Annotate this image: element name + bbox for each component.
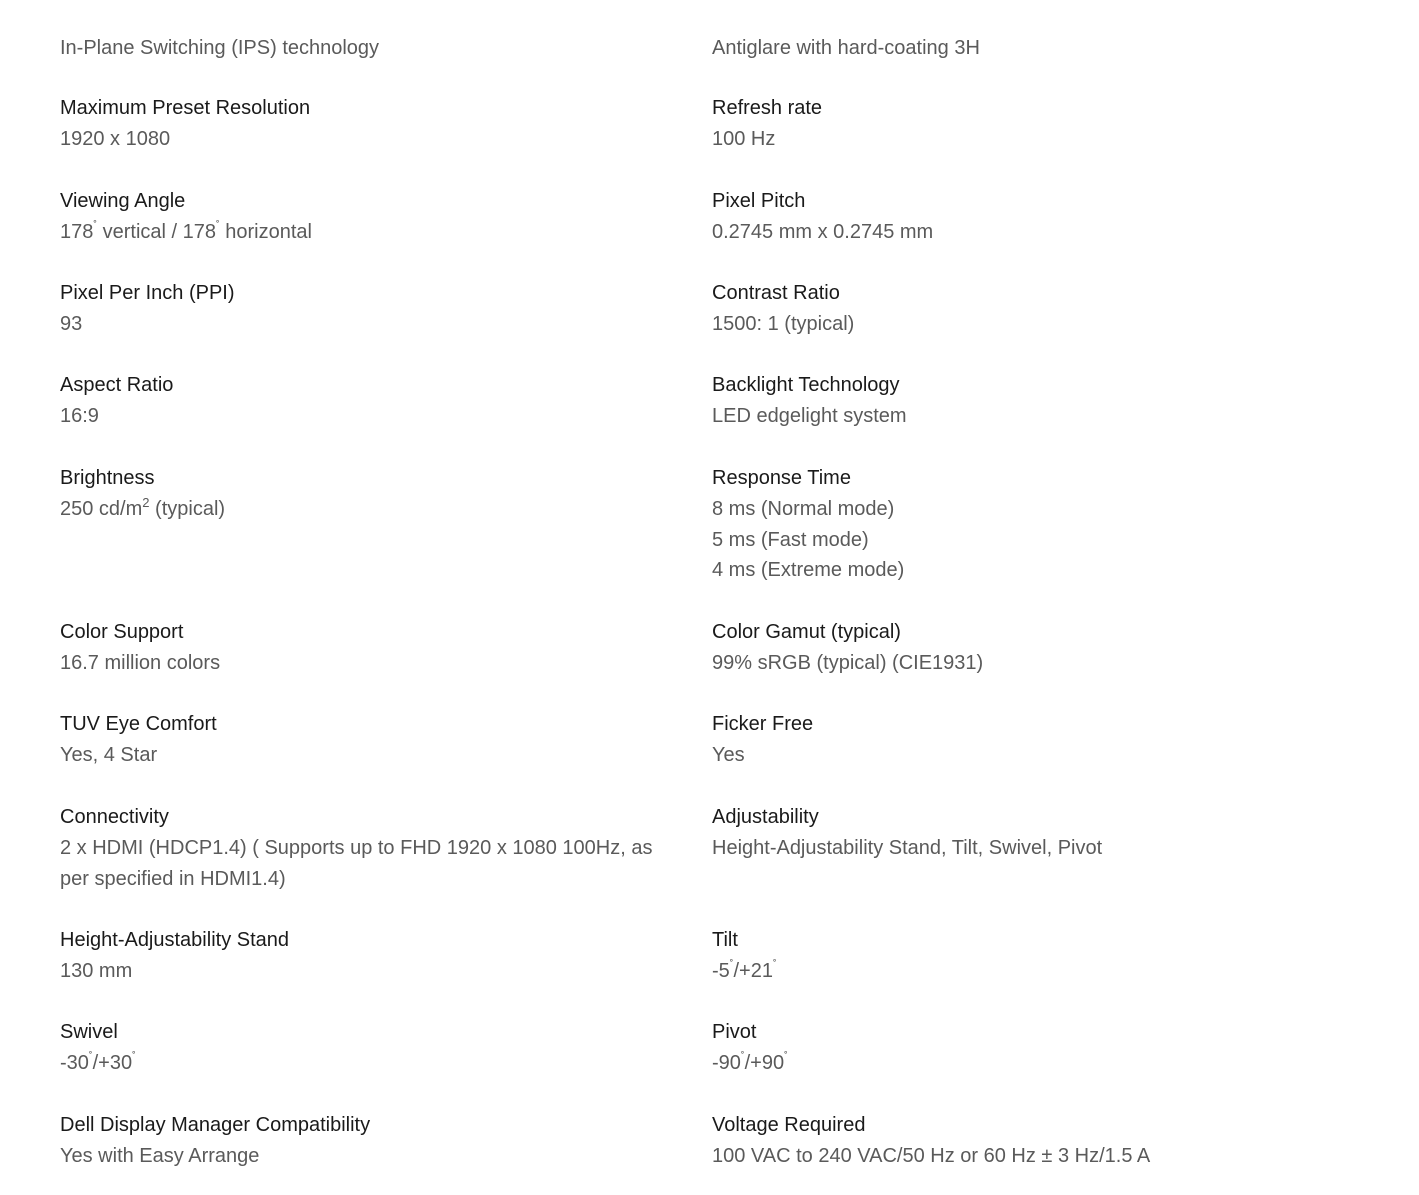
spec-label: Pivot xyxy=(712,1021,757,1043)
spec-ddm-compatibility xyxy=(60,1110,680,1172)
degree-symbol: ˚ xyxy=(88,1051,93,1063)
degree-symbol: ˚ xyxy=(216,220,220,232)
spec-value: Yes xyxy=(712,744,745,766)
spec-color-support xyxy=(60,617,680,679)
spec-label: Voltage Required xyxy=(712,1114,866,1136)
pivot-max: /+90 xyxy=(744,1052,785,1074)
brightness-value: 250 cd/m xyxy=(60,498,143,520)
swivel-max: /+30 xyxy=(92,1052,133,1074)
spec-value: 0.2745 mm x 0.2745 mm xyxy=(712,221,934,243)
spec-label: Response Time xyxy=(712,467,851,489)
spec-label: Pixel Pitch xyxy=(712,190,806,212)
spec-tuv-eye-comfort xyxy=(60,709,680,771)
spec-color-gamut xyxy=(712,617,1332,679)
angle-text: horizontal xyxy=(219,221,312,243)
spec-value: LED edgelight system xyxy=(712,405,907,427)
brightness-suffix: (typical) xyxy=(149,498,226,520)
spec-viewing-angle xyxy=(60,186,680,251)
spec-value: Yes with Easy Arrange xyxy=(60,1145,260,1167)
spec-response-time xyxy=(712,463,1332,586)
spec-label: Viewing Angle xyxy=(60,190,186,212)
spec-values xyxy=(60,740,680,771)
angle-text: vertical / 178 xyxy=(97,221,216,243)
spec-value: 93 xyxy=(60,313,83,335)
spec-values xyxy=(60,648,680,679)
spec-values xyxy=(712,124,1332,155)
spec-voltage xyxy=(712,1110,1332,1172)
spec-contrast-ratio xyxy=(712,278,1332,340)
spec-values xyxy=(712,956,1332,990)
spec-value: 99% sRGB (typical) (CIE1931) xyxy=(712,652,984,674)
tilt-min: -5 xyxy=(712,960,730,982)
spec-value xyxy=(712,956,1332,990)
spec-values xyxy=(60,33,680,64)
spec-value: 1920 x 1080 xyxy=(60,128,171,150)
spec-refresh-rate xyxy=(712,93,1332,155)
spec-label: Maximum Preset Resolution xyxy=(60,97,311,119)
spec-label: TUV Eye Comfort xyxy=(60,713,217,735)
spec-value: In-Plane Switching (IPS) technology xyxy=(60,37,380,59)
spec-values xyxy=(60,124,680,155)
spec-swivel xyxy=(60,1017,680,1082)
superscript-2: 2 xyxy=(142,495,150,510)
spec-values xyxy=(712,309,1332,340)
swivel-min: -30 xyxy=(60,1052,89,1074)
spec-value: Height-Adjustability Stand, Tilt, Swivel, Pivot xyxy=(712,837,1103,859)
spec-value: 5 ms (Fast mode) xyxy=(712,528,869,551)
spec-label: Pixel Per Inch (PPI) xyxy=(60,282,235,304)
spec-values xyxy=(712,494,1332,586)
degree-symbol: ˚ xyxy=(784,1051,788,1063)
spec-values xyxy=(60,1048,680,1082)
spec-flicker-free xyxy=(712,709,1332,771)
degree-symbol: ˚ xyxy=(740,1051,745,1063)
pivot-min: -90 xyxy=(712,1052,741,1074)
spec-label: Ficker Free xyxy=(712,713,814,735)
spec-label: Height-Adjustability Stand xyxy=(60,929,290,951)
spec-label: Color Support xyxy=(60,621,184,643)
spec-connectivity xyxy=(60,802,680,894)
spec-max-resolution xyxy=(60,93,680,155)
spec-label: Refresh rate xyxy=(712,97,823,119)
spec-values xyxy=(60,1141,680,1172)
spec-label: Connectivity xyxy=(60,806,169,828)
spec-value: 8 ms (Normal mode) xyxy=(712,498,895,520)
spec-value: 1500: 1 (typical) xyxy=(712,313,855,335)
spec-value: 130 mm xyxy=(60,960,133,982)
spec-tilt xyxy=(712,925,1332,990)
spec-height-stand xyxy=(60,925,680,987)
spec-values xyxy=(712,648,1332,679)
spec-values xyxy=(712,833,1332,864)
spec-panel-type xyxy=(60,33,680,64)
spec-value: 16.7 million colors xyxy=(60,652,221,674)
spec-values xyxy=(712,217,1332,248)
spec-values xyxy=(712,401,1332,432)
spec-backlight xyxy=(712,370,1332,432)
spec-label: Tilt xyxy=(712,929,738,951)
spec-values xyxy=(712,33,1332,64)
spec-value: 4 ms (Extreme mode) xyxy=(712,559,905,581)
spec-label: Dell Display Manager Compatibility xyxy=(60,1114,371,1136)
spec-adjustability xyxy=(712,802,1332,864)
spec-label: Swivel xyxy=(60,1021,118,1043)
spec-values xyxy=(712,1141,1332,1172)
degree-symbol: ˚ xyxy=(132,1051,136,1063)
spec-values xyxy=(60,494,680,527)
spec-values xyxy=(60,309,680,340)
degree-symbol: ˚ xyxy=(729,959,734,971)
spec-value xyxy=(60,494,680,527)
spec-value: 100 VAC to 240 VAC/50 Hz or 60 Hz ± 3 Hz/1.5 A xyxy=(712,1145,1151,1167)
spec-label: Brightness xyxy=(60,467,155,489)
spec-pivot xyxy=(712,1017,1332,1082)
spec-values xyxy=(712,740,1332,771)
spec-value: 2 x HDMI (HDCP1.4) ( Supports up to FHD 1920 x 1080 100Hz, as per specified in HDMI1.4) xyxy=(60,837,653,890)
spec-values xyxy=(60,217,680,251)
spec-label: Contrast Ratio xyxy=(712,282,840,304)
spec-aspect-ratio xyxy=(60,370,680,432)
degree-symbol: ˚ xyxy=(93,220,98,232)
tilt-max: /+21 xyxy=(733,960,773,982)
spec-label: Adjustability xyxy=(712,806,819,828)
spec-value xyxy=(712,1048,1332,1082)
spec-value xyxy=(60,1048,680,1082)
spec-ppi xyxy=(60,278,680,340)
spec-value: 16:9 xyxy=(60,405,99,427)
spec-value xyxy=(60,217,680,251)
spec-pixel-pitch xyxy=(712,186,1332,248)
spec-value: Antiglare with hard-coating 3H xyxy=(712,37,980,59)
spec-value: Yes, 4 Star xyxy=(60,744,158,766)
degree-symbol: ˚ xyxy=(772,959,777,971)
spec-label: Color Gamut (typical) xyxy=(712,621,901,643)
spec-values xyxy=(60,401,680,432)
spec-values xyxy=(712,1048,1332,1082)
spec-label: Aspect Ratio xyxy=(60,374,174,396)
angle-vertical: 178 xyxy=(60,221,94,243)
spec-values xyxy=(60,833,680,894)
spec-label: Backlight Technology xyxy=(712,374,900,396)
spec-value: 100 Hz xyxy=(712,128,776,150)
spec-brightness xyxy=(60,463,680,527)
spec-coating xyxy=(712,33,1332,64)
spec-values xyxy=(60,956,680,987)
